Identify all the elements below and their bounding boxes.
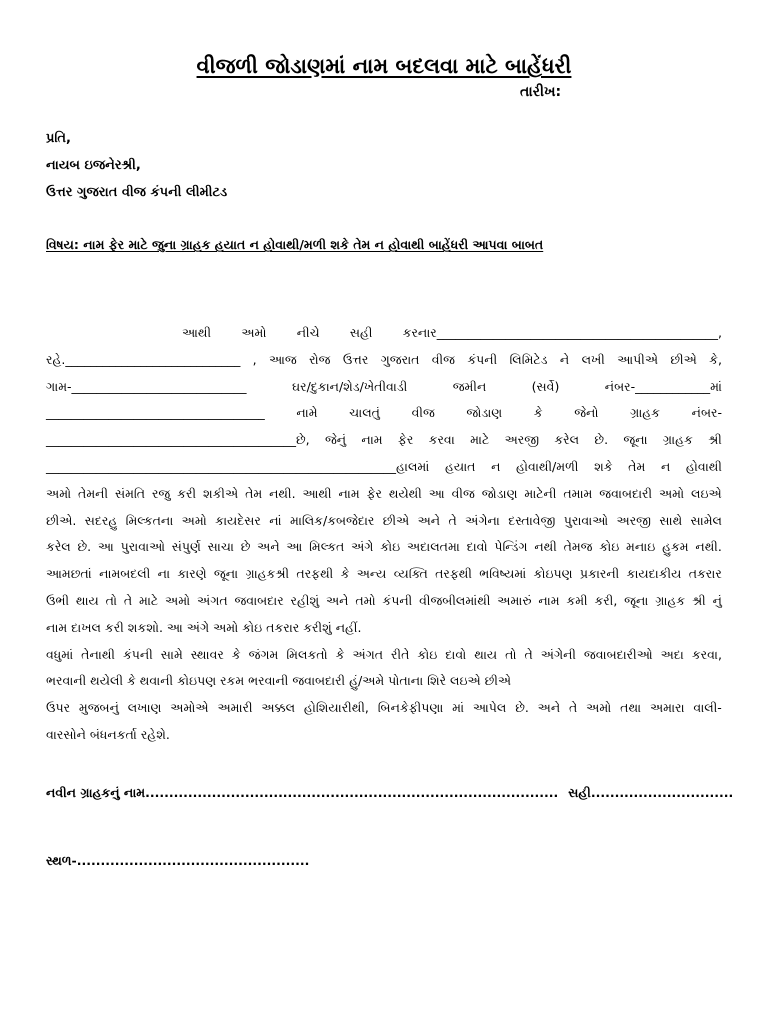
body-word: તેમજ — [563, 539, 593, 555]
body-word: સામેલ — [690, 512, 722, 528]
body-word: સદરહુ — [84, 512, 118, 528]
body-word: ________________________________________છે, — [46, 432, 310, 448]
body-word: નંબર- — [691, 405, 722, 421]
body-word: અંગત — [352, 646, 384, 662]
body-word: કરનાર_____________________________________________, — [402, 325, 722, 340]
body-word: ફેર — [397, 432, 414, 448]
body-word: કાયદાકીય — [626, 566, 682, 582]
body-word: કરી — [177, 485, 197, 501]
body-word: હોશિયારીથી, — [303, 700, 369, 716]
body-word: શકે — [594, 458, 613, 474]
body-word: હયાત — [444, 458, 476, 474]
body-word: કે — [335, 646, 345, 662]
body-word: હુકમ — [662, 539, 689, 555]
body-word: તેમની — [78, 485, 109, 501]
body-word: આથી — [182, 325, 212, 340]
body-word: પુરાવાઓ — [120, 539, 165, 555]
body-word: તે — [569, 700, 578, 716]
body-word: શ્રી — [691, 592, 706, 608]
body-word: ચાલતું — [349, 405, 380, 421]
body-word: ના — [157, 566, 171, 582]
body-word: માટેની — [524, 485, 557, 501]
body-word: તેમ — [245, 485, 263, 501]
body-word: થયેથી — [388, 485, 422, 501]
body-word: વીજ — [431, 351, 455, 367]
body-word: રોજ — [309, 351, 331, 367]
body-word: ગુજરાત — [380, 351, 420, 367]
body-word: અરજી — [504, 432, 540, 448]
body-word: આથી — [302, 485, 332, 501]
body-word: રજુ — [151, 485, 171, 501]
body-line-12: નામ દાખલ કરી શકશો. આ અંગે અમો કોઇ તકરાર કરીશું નહીં. — [46, 619, 362, 635]
body-word: મિલકતો — [286, 646, 328, 662]
body-line-8 — [46, 508, 722, 535]
body-word: વીજ — [411, 405, 435, 421]
body-word: ભવિષ્યમાં — [479, 566, 527, 582]
body-word: તે — [448, 512, 457, 528]
body-word: ફેર — [366, 485, 382, 501]
body-line-15 — [46, 695, 722, 722]
body-word: નામ — [361, 432, 383, 448]
body-word: મનાઇ — [626, 539, 656, 555]
body-word: થાય — [75, 592, 99, 608]
body-word: તરફથી — [435, 566, 472, 582]
body-word: આપેલ — [472, 700, 507, 716]
body-word: છીએ — [382, 512, 410, 528]
body-word: જૂના — [213, 566, 239, 582]
body-word: નથી. — [695, 539, 722, 555]
body-word: છે — [240, 539, 251, 555]
body-word: કાયદેસર — [215, 512, 261, 528]
body-word: ઉભી — [46, 592, 70, 608]
body-word: રહે.____________________________ — [46, 351, 241, 367]
body-word: અમો — [46, 485, 72, 501]
body-word: અમો — [658, 485, 685, 501]
body-word: જોડાણ — [466, 405, 503, 421]
body-word: સહી — [349, 325, 373, 340]
signature-field: સહી.............................. — [568, 785, 734, 800]
body-word: કે, — [709, 351, 722, 367]
body-word: અમો — [586, 700, 612, 716]
body-line-11 — [46, 588, 722, 615]
body-word: કરવા — [428, 432, 455, 448]
body-word: વાલી- — [693, 700, 722, 716]
body-word: છે. — [594, 432, 609, 448]
body-line-14: ભરવાની થયેલી કે થવાની કોઇપણ રકમ ભરવાની જવાબદારી હું/અમે પોતાના શિરે લઇએ છીએ — [46, 673, 512, 689]
body-word: માટે — [139, 592, 159, 608]
body-word: જૂના — [623, 432, 648, 448]
body-word: પુરાવાઓ — [563, 512, 609, 528]
body-word: છે. — [515, 700, 529, 716]
body-word: ઘર/દુકાન/શેડ/ખેતીવાડી — [291, 378, 408, 394]
body-word: લિમિટેડ — [509, 351, 548, 367]
body-word: અમારું — [497, 592, 532, 608]
body-word: ________________________________________________________હાલમાં — [46, 458, 430, 474]
body-word: રીતે — [391, 646, 410, 662]
signature-row — [46, 785, 733, 801]
body-word: લખી — [581, 351, 605, 367]
body-word: અન્ય — [356, 566, 387, 582]
body-word: લઇએ — [691, 485, 722, 501]
body-word: જેનું — [324, 432, 347, 448]
body-word: અદા — [660, 646, 684, 662]
body-word: નું — [712, 592, 722, 608]
body-word: અમો — [181, 512, 207, 528]
body-line-7 — [46, 481, 722, 508]
body-word: અને — [257, 539, 280, 555]
body-word: નામ — [538, 592, 560, 608]
body-line-3 — [46, 374, 722, 401]
body-word: નથી — [534, 539, 557, 555]
body-word: કંપની — [382, 592, 413, 608]
body-word: હોવાથી/મળી — [516, 458, 579, 474]
body-word: જમીન — [452, 378, 487, 394]
body-line-16: વારસોને બંધનકર્તા રહેશે. — [46, 726, 170, 742]
body-word: કારણે — [177, 566, 207, 582]
body-line-6 — [46, 454, 722, 481]
body-word: આમછતાં — [46, 566, 92, 582]
body-word: હોવાથી — [685, 458, 722, 474]
subject-line: વિષય: નામ ફેર માટે જુના ગ્રાહક હયાત ન હોવાથી/મળી શકે તેમ ન હોવાથી બાહેંધરી આપવા બાબત — [46, 237, 544, 252]
body-word: તે — [123, 592, 133, 608]
body-word: અમો — [165, 592, 191, 608]
document-title: વીજળી જોડાણમાં નામ બદલવા માટે બાહેંધરી — [196, 54, 572, 78]
body-word: આ — [428, 485, 445, 501]
body-word: કંપની — [467, 351, 498, 367]
body-word: ન — [660, 458, 671, 474]
body-word: કે — [533, 405, 543, 421]
body-word: સંમતિ — [114, 485, 146, 501]
body-word: વીજ — [451, 485, 475, 501]
body-word: નામ — [338, 485, 360, 501]
body-line-4 — [46, 400, 722, 427]
body-word: અદાલતમા — [406, 539, 460, 555]
body-word: અને — [325, 592, 349, 608]
body-word: તમો — [355, 592, 376, 608]
body-word: અંગેની — [540, 646, 576, 662]
body-word: કે — [340, 566, 350, 582]
body-word: મુજબનું — [78, 700, 119, 716]
body-word: કમી — [566, 592, 588, 608]
body-word: ગ્રાહક — [662, 432, 693, 448]
body-word: તકરાર — [688, 566, 722, 582]
body-line-13 — [46, 642, 722, 669]
body-word: તરફથી — [296, 566, 334, 582]
body-word: ___________________________________ — [46, 405, 265, 421]
body-word: છે. — [77, 539, 92, 555]
body-word: અમો — [241, 325, 267, 340]
body-word: અમારી — [217, 700, 253, 716]
body-word: કે — [231, 646, 241, 662]
body-word: નામે — [296, 405, 318, 421]
body-word: ઉપર — [46, 700, 71, 716]
body-word: અરજી — [616, 512, 651, 528]
body-word: અને — [417, 512, 441, 528]
body-word: છીએ. — [46, 512, 77, 528]
body-word: શકીએ — [202, 485, 239, 501]
body-word: આજ — [269, 351, 297, 367]
body-word: મિલ્કત — [309, 539, 345, 555]
body-word: દાવો — [466, 539, 488, 555]
body-word: ઉત્તર — [342, 351, 369, 367]
body-word: રહીશું — [290, 592, 320, 608]
body-word: નામબદલી — [99, 566, 151, 582]
body-line-9 — [46, 534, 722, 561]
body-word: અંગત — [197, 592, 228, 608]
body-word: ને — [559, 351, 570, 367]
body-word: પેન્ડિંગ — [494, 539, 528, 555]
body-word: તેમ — [628, 458, 646, 474]
body-word: અને — [537, 700, 561, 716]
body-word: સંપુર્ણ — [171, 539, 201, 555]
body-word: માલિક/કબજેદાર — [290, 512, 375, 528]
body-word: ગ્રાહકશ્રી — [245, 566, 290, 582]
body-word: જૂના — [624, 592, 649, 608]
declaration-body — [46, 320, 722, 749]
body-word: કોઇ — [417, 646, 438, 662]
body-word: થાય — [474, 646, 498, 662]
body-word: વીજબીલમાંથી — [419, 592, 491, 608]
body-word: તો — [105, 592, 118, 608]
date-label: તારીખ: — [520, 84, 562, 100]
body-word: જંગમ — [248, 646, 279, 662]
body-word: વધુમાં — [46, 646, 74, 662]
place-field: સ્થળ-................................................. — [46, 853, 310, 868]
body-word: છીએ — [670, 351, 697, 367]
body-word: તેનાથી — [81, 646, 115, 662]
body-word: પ્રકારની — [579, 566, 620, 582]
body-word: કરેલ — [46, 539, 71, 555]
body-word: અક્કલ — [261, 700, 296, 716]
body-word: કરેલ — [554, 432, 580, 448]
body-word: બિનકેફીપણા — [377, 700, 444, 716]
body-word: દસ્તાવેજી — [508, 512, 556, 528]
recipient-line-2: નાયબ ઇજનેરશ્રી, — [46, 158, 141, 173]
body-word: શ્રી — [708, 432, 722, 448]
recipient-line-1: પ્રતિ, — [46, 131, 71, 146]
body-word: ગ્રાહક — [655, 592, 686, 608]
body-word: કોઇ — [380, 539, 401, 555]
body-word: દાવો — [445, 646, 467, 662]
body-word: , — [252, 351, 257, 367]
body-word: સ્થાવર — [190, 646, 224, 662]
body-word: જવાબદારી — [599, 485, 653, 501]
body-word: (સર્વે) — [531, 378, 560, 394]
body-word: માટે — [470, 432, 490, 448]
body-word: લખાણ — [127, 700, 162, 716]
body-word: અંગેના — [465, 512, 500, 528]
body-word: વ્યક્તિ — [393, 566, 428, 582]
body-line-10 — [46, 561, 722, 588]
body-word: ગામ-____________________________ — [46, 378, 247, 394]
body-word: ન — [491, 458, 501, 474]
body-word: નાં — [269, 512, 282, 528]
body-word: કંપની — [122, 646, 153, 662]
body-word: તે — [524, 646, 533, 662]
body-line-2 — [46, 347, 722, 374]
body-word: સાથે — [659, 512, 683, 528]
body-word: તથા — [620, 700, 642, 716]
body-word: મિલ્કતના — [125, 512, 174, 528]
body-word: સાચા — [207, 539, 234, 555]
body-word: તમામ — [563, 485, 593, 501]
body-word: જોડાણ — [481, 485, 518, 501]
body-word: જવાબદાર — [234, 592, 284, 608]
body-word: તો — [505, 646, 517, 662]
recipient-line-3: ઉત્તર ગુજરાત વીજ કંપની લીમીટડ — [46, 185, 228, 200]
body-word: કરી, — [594, 592, 618, 608]
body-word: સામે — [160, 646, 183, 662]
body-word: જવાબદારીઓ — [583, 646, 653, 662]
body-line-1 — [46, 320, 722, 347]
body-word: નીચે — [296, 325, 320, 340]
body-word: માં — [452, 700, 465, 716]
body-word: અંગે — [351, 539, 374, 555]
body-word: આ — [286, 539, 303, 555]
body-word: નથી. — [269, 485, 296, 501]
body-word: અમોએ — [170, 700, 209, 716]
body-word: કોઇપણ — [533, 566, 573, 582]
body-word: કોઇ — [599, 539, 620, 555]
body-line-5 — [46, 427, 722, 454]
body-word: આ — [97, 539, 114, 555]
body-word: કરવા, — [691, 646, 722, 662]
body-word: નંબર-____________માં — [604, 378, 722, 394]
body-word: આપીએ — [617, 351, 659, 367]
body-word: જેનો — [574, 405, 599, 421]
body-word: અમારા — [649, 700, 685, 716]
new-customer-name-field: નવીન ગ્રાહકનું નામ....................................................................................... — [46, 785, 559, 800]
body-word: ગ્રાહક — [630, 405, 661, 421]
